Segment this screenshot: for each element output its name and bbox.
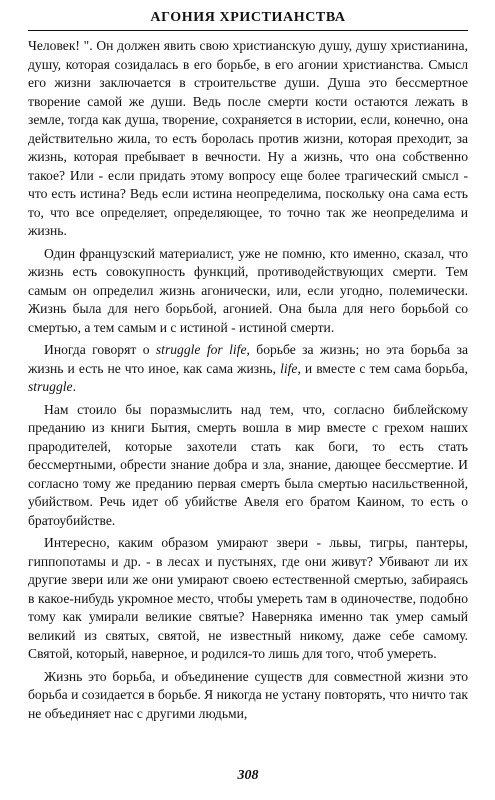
book-page xyxy=(28,0,468,800)
paragraph xyxy=(28,341,468,397)
text-run: , борьбе за жизнь; но эта борьба за жизнь и есть не что иное, как сама жизнь, xyxy=(28,342,468,376)
text-run: Один французский материалист, уже не помню, кто именно, сказал, что жизнь есть совокупность функций, противодействующих смерти. Тем самым он определил жизнь агонически, или, если угодно, полемически. Жизнь была для него борьбой, агонией. Она была для него борьбой со смертью, а тем самым и с истиной - истиной смерти. xyxy=(28,245,468,335)
text-run: Интересно, каким образом умирают звери - львы, тигры, пантеры, гиппопотамы и др. - в лесах и пустынях, где они живут? Убивают ли их другие звери или же они умирают своею естественной смертью, забираясь в какое-нибудь укромное место, чтобы умереть там в одиночестве, подобно тому как умирали великие святые? Наверняка именно так умер самый великий из святых, святой, не известный никому, даже себе самому. Святой, который, наверное, и родился-то лишь для того, чтоб умереть. xyxy=(28,535,468,661)
paragraph xyxy=(28,37,468,241)
text-run: Жизнь это борьба, и объединение существ для совместной жизни это борьба и созидается в борьбе. Я никогда не устану повторять, что ничто так не объединяет нас с другими людьми, xyxy=(28,668,468,721)
running-title: АГОНИЯ ХРИСТИАНСТВА xyxy=(150,10,346,25)
page-number: 308 xyxy=(237,768,259,783)
text-run: , и вместе с тем сама борьба, xyxy=(297,360,468,376)
paragraph xyxy=(28,534,468,664)
paragraph xyxy=(28,668,468,724)
text-run: . xyxy=(72,379,76,394)
italic-phrase: struggle xyxy=(28,379,73,394)
paragraph xyxy=(28,401,468,531)
text-run: Нам стоило бы поразмыслить над тем, что, согласно библейскому преданию из книги Бытия, смерть вошла в мир вместе с грехом наших прародителей, которые захотели стать как боги, то есть стать бессмертными, обрести знание добра и зла, знание, дающее бессмертие. И согласно тому же преданию первая смерть была смертью насильственной, убийством. Речь идет об убийстве Авеля его братом Каином, то есть о братоубийстве. xyxy=(28,401,468,528)
paragraph xyxy=(28,245,468,338)
italic-phrase: life xyxy=(280,360,298,376)
italic-phrase: struggle for life xyxy=(155,342,247,357)
text-run: Иногда говорят о xyxy=(44,342,156,357)
text-run: Человек! ". Он должен явить свою христианскую душу, душу христианина, душу, которая созидалась в его борьбе, в его агонии христианства. Смысл его жизни заключается в строительстве души. Душа это бессмертное творение самой же души. Ведь после смерти кости остаются лежать в земле, тогда как душа, творение, сохраняется в истории, если, конечно, она действительно жила, то есть боролась против жизни, которая преходит, за жизнь, которая пребывает в вечности. Ну а жизнь, что она собственно такое? Или - если придать этому вопросу еще более трагический смысл - что есть истина? Ведь если истина неопределима, поскольку она сама есть то, что все определяет, определяющее, то точно так же неопределима и жизнь. xyxy=(28,38,468,238)
body-text xyxy=(28,37,468,727)
header-rule xyxy=(28,30,468,31)
